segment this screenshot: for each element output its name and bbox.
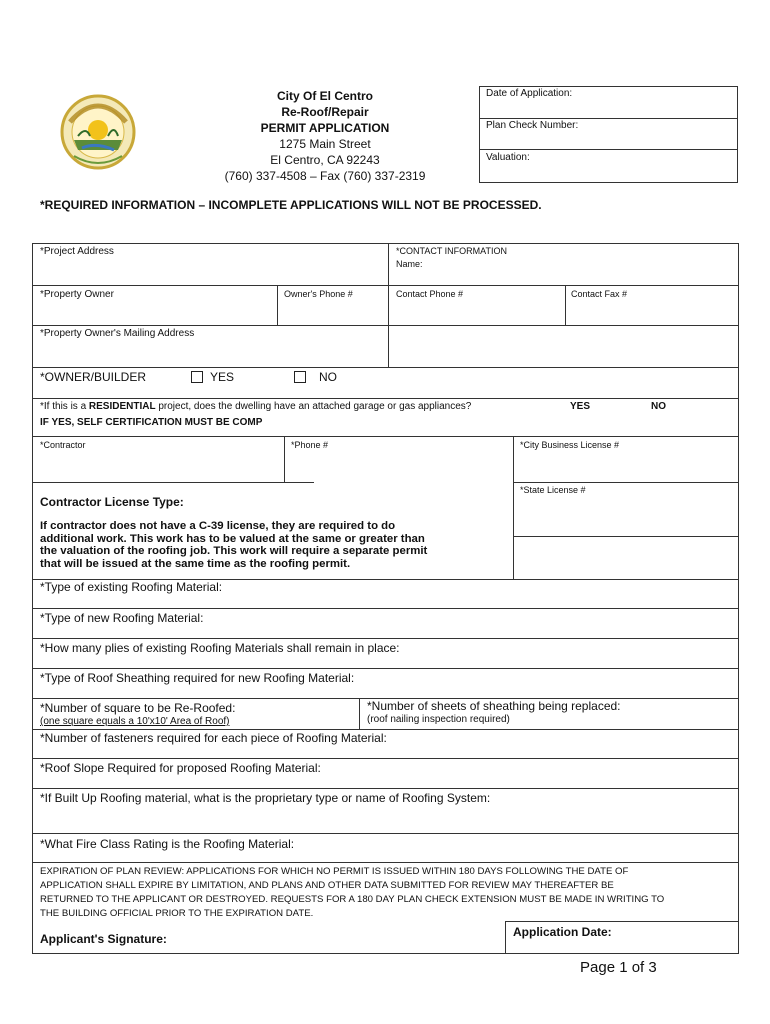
city-business-license-label: *City Business License # [520, 440, 620, 450]
squares-reroofed-label: *Number of square to be Re-Roofed: [40, 701, 236, 715]
roof-sheathing-label: *Type of Roof Sheathing required for new Roofing Material: [40, 671, 355, 685]
sheets-replaced-label: *Number of sheets of sheathing being replaced: [367, 699, 621, 713]
application-date-label: Application Date: [513, 925, 612, 939]
nailing-inspection-note: (roof nailing inspection required) [367, 714, 510, 725]
existing-material-field[interactable] [260, 580, 738, 607]
phone-fax: (760) 337-4508 – Fax (760) 337-2319 [224, 169, 426, 183]
owner-builder-label: *OWNER/BUILDER [40, 370, 147, 384]
residential-question: *If this is a RESIDENTIAL project, does the dwelling have an attached garage or gas appliances? [40, 401, 472, 412]
city-name: City Of El Centro [276, 89, 373, 103]
roof-slope-field[interactable] [340, 759, 738, 787]
square-definition-note: (one square equals a 10'x10' Area of Roof) [40, 716, 230, 727]
date-of-application-field[interactable] [480, 100, 737, 118]
city-seal-logo [56, 92, 140, 172]
built-up-roofing-label: *If Built Up Roofing material, what is the proprietary type or name of Roofing System: [40, 791, 491, 805]
fasteners-field[interactable] [410, 730, 738, 757]
c39-license-note: If contractor does not have a C-39 license, they are required to do additional work. This work has to be valued at the same or greater than the valuation of the roofing job. This work will require a separate permit that will be issued at the same time as the roofing permit. [40, 520, 428, 570]
new-material-label: *Type of new Roofing Material: [40, 611, 204, 625]
existing-material-label: *Type of existing Roofing Material: [40, 580, 223, 594]
squares-reroofed-field[interactable] [250, 699, 358, 728]
address-line2: El Centro, CA 92243 [270, 153, 380, 167]
contact-fax-field[interactable] [566, 302, 738, 324]
residential-yes-option[interactable]: YES [570, 401, 591, 412]
contact-phone-label: Contact Phone # [396, 289, 464, 299]
property-owner-field[interactable] [33, 302, 276, 324]
project-address-field[interactable] [33, 258, 387, 285]
owner-builder-no-checkbox[interactable] [294, 371, 306, 383]
project-address-label: *Project Address [40, 246, 114, 257]
address-line1: 1275 Main Street [279, 137, 371, 151]
city-business-license-field[interactable] [514, 452, 738, 481]
expiration-notice: EXPIRATION OF PLAN REVIEW: APPLICATIONS FOR WHICH NO PERMIT IS ISSUED WITHIN 180 DAYS FOLLOWING THE DATE OF APPLICATION SHALL EXPIRE BY LIMITATION, AND PLANS AND OTHER DATA SUBMITTED FOR REVIEW MAY THEREAFTER BE RETURNED TO THE APPLICANT OR DESTROYED. REQUESTS FOR A 180 DAY PLAN CHECK EXTENSION MUST BE MADE IN WRITING TO THE BUILDING OFFICIAL PRIOR TO THE EXPIRATION DATE. [40, 866, 665, 919]
form-subtitle: PERMIT APPLICATION [260, 121, 390, 135]
contractor-phone-label: *Phone # [291, 440, 329, 450]
plan-check-number-field[interactable] [480, 132, 737, 149]
residential-no-option[interactable]: NO [651, 401, 666, 412]
mailing-address-field[interactable] [33, 341, 387, 366]
owner-builder-yes-label: YES [210, 370, 235, 384]
header-block [200, 88, 450, 184]
contractor-label: *Contractor [40, 440, 86, 450]
contractor-phone-field[interactable] [285, 452, 512, 481]
plies-remain-label: *How many plies of existing Roofing Materials shall remain in place: [40, 641, 400, 655]
page-number: Page 1 of 3 [580, 959, 657, 976]
form-title: Re-Roof/Repair [281, 105, 369, 119]
valuation-label: Valuation: [486, 152, 530, 163]
owners-phone-field[interactable] [278, 302, 387, 324]
contractor-field[interactable] [33, 452, 283, 481]
contact-name-field[interactable] [389, 258, 738, 285]
plan-check-number-label: Plan Check Number: [486, 120, 579, 131]
date-of-application-label: Date of Application: [486, 88, 573, 99]
roof-sheathing-field[interactable] [385, 669, 738, 697]
sheets-replaced-field[interactable] [640, 699, 738, 728]
application-date-field[interactable] [620, 922, 738, 953]
license-type-field[interactable] [514, 537, 738, 578]
contact-info-label: *CONTACT INFORMATION [396, 246, 507, 256]
fire-class-field[interactable] [310, 834, 738, 861]
mailing-address-label: *Property Owner's Mailing Address [40, 328, 195, 339]
applicant-signature-label: Applicant's Signature: [40, 932, 167, 946]
contact-name-label: Name: [396, 259, 423, 269]
new-material-field[interactable] [240, 609, 738, 637]
property-owner-label: *Property Owner [40, 289, 114, 300]
state-license-label: *State License # [520, 485, 586, 495]
self-certification-note: IF YES, SELF CERTIFICATION MUST BE COMP [40, 417, 263, 428]
fire-class-label: *What Fire Class Rating is the Roofing Material: [40, 837, 295, 851]
plies-remain-field[interactable] [430, 639, 738, 667]
owners-phone-label: Owner's Phone # [284, 289, 353, 299]
contractor-license-type-label: Contractor License Type: [40, 495, 184, 509]
built-up-roofing-field[interactable] [33, 806, 738, 832]
owner-builder-no-label: NO [319, 370, 337, 384]
valuation-field[interactable] [480, 164, 737, 182]
required-info-notice: *REQUIRED INFORMATION – INCOMPLETE APPLICATIONS WILL NOT BE PROCESSED. [40, 198, 542, 212]
contact-fax-label: Contact Fax # [571, 289, 628, 299]
owner-builder-yes-checkbox[interactable] [191, 371, 203, 383]
state-license-field[interactable] [514, 497, 738, 535]
fasteners-label: *Number of fasteners required for each piece of Roofing Material: [40, 731, 387, 745]
applicant-signature-field[interactable] [180, 922, 504, 953]
contact-extra-field[interactable] [389, 326, 738, 366]
contact-phone-field[interactable] [389, 302, 564, 324]
roof-slope-label: *Roof Slope Required for proposed Roofing Material: [40, 761, 321, 775]
